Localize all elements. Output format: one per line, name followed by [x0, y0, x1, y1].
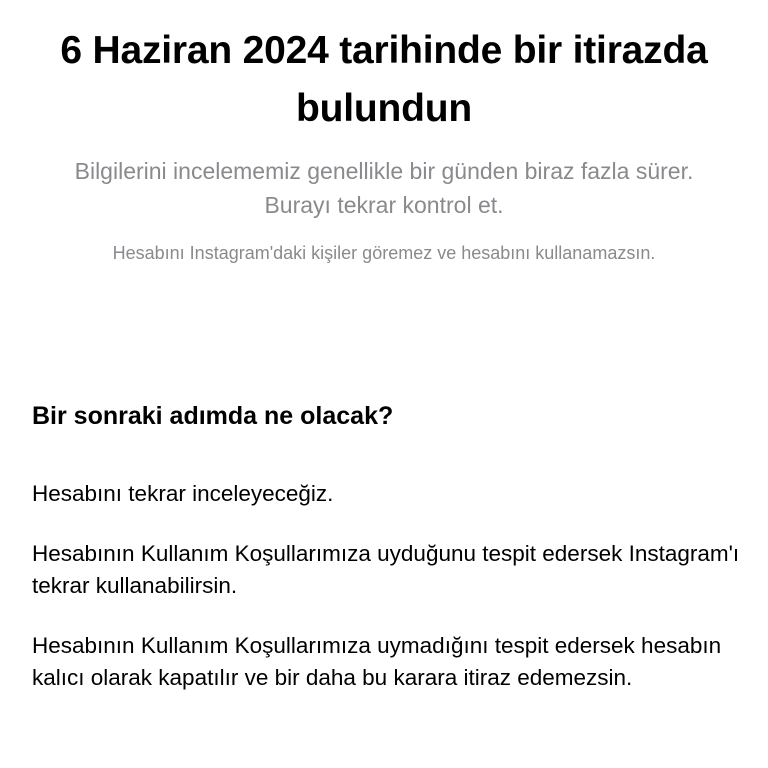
next-step-paragraph: Hesabını tekrar inceleyeceğiz.	[32, 481, 334, 506]
review-time-text: Bilgilerini incelememiz genellikle bir günden biraz fazla sürer. Burayı tekrar kontrol et.	[74, 158, 694, 218]
account-hidden-note: Hesabını Instagram'daki kişiler göremez ve hesabını kullanamazsın.	[112, 243, 656, 263]
next-steps-heading: Bir sonraki adımda ne olacak?	[32, 402, 394, 430]
page-title: 6 Haziran 2024 tarihinde bir itirazda bulundun	[60, 29, 708, 130]
next-step-paragraph: Hesabının Kullanım Koşullarımıza uyduğunu tespit edersek Instagram'ı tekrar kullanabilirsin.	[32, 541, 740, 598]
next-step-paragraph: Hesabının Kullanım Koşullarımıza uymadığını tespit edersek hesabın kalıcı olarak kapatılır ve bir daha bu karara itiraz edemezsin.	[32, 633, 722, 690]
